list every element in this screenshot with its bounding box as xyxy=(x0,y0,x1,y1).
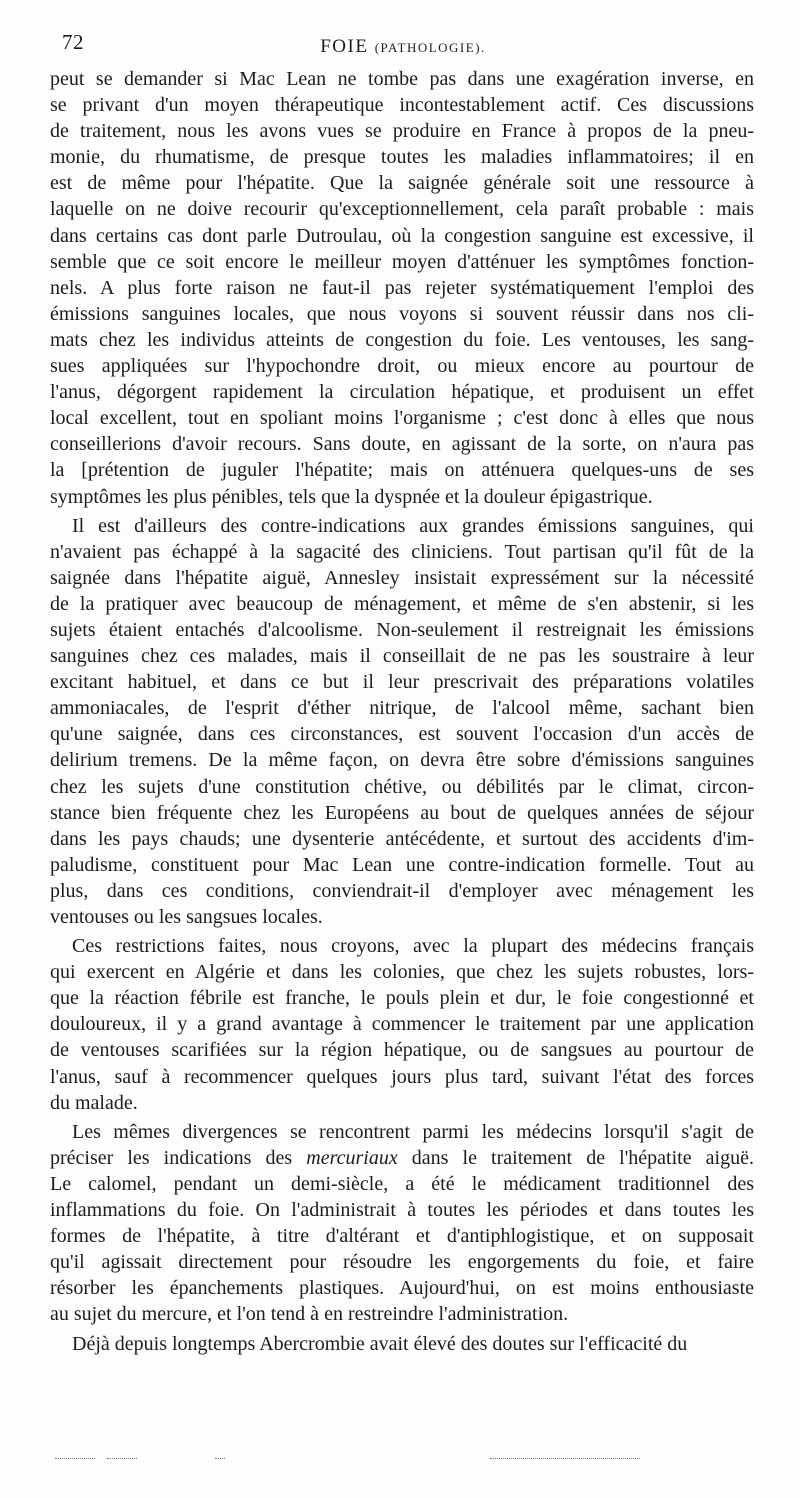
paragraph xyxy=(50,1331,754,1357)
page-number: 72 xyxy=(62,30,84,54)
text-line: l'anus, sauf à recommencer quelques jours plus tard, suivant l'état des forces xyxy=(50,1065,754,1088)
paragraph xyxy=(50,513,754,931)
text-line: qu'il agissait directement pour résoudre les engorgements du foie, et faire xyxy=(50,1251,754,1274)
text-line: stance bien fréquente chez les Européens au bout de quelques années de séjour xyxy=(50,801,754,824)
text-line: Il est d'ailleurs des contre-indications aux grandes émissions sanguines, qui xyxy=(72,514,754,537)
text-line: local excellent, tout en spoliant moins l'organisme ; c'est donc à elles que nous xyxy=(50,407,754,430)
text-line: saignée dans l'hépatite aiguë, Annesley insistait expressément sur la nécessité xyxy=(50,566,754,589)
text-line: laquelle on ne doive recourir qu'exceptionnellement, cela paraît probable : mais xyxy=(50,198,754,221)
text-line: sanguines chez ces malades, mais il conseillait de ne pas les soustraire à leur xyxy=(50,645,754,668)
text-line: dans les pays chauds; une dysenterie antécédente, et surtout des accidents d'im- xyxy=(50,827,754,850)
paragraph xyxy=(50,66,754,510)
text-line: semble que ce soit encore le meilleur moyen d'atténuer les symptômes fonction- xyxy=(50,250,754,273)
text-line: ventouses ou les sangsues locales. xyxy=(50,906,323,928)
text-line: préciser les indications des mercuriaux dans le traitement de l'hépatite aiguë. xyxy=(50,1146,754,1169)
text-line: Le calomel, pendant un demi-siècle, a été le médicament traditionnel des xyxy=(50,1172,754,1195)
paragraph xyxy=(50,933,754,1116)
text-line: mats chez les individus atteints de congestion du foie. Les ventouses, les sang- xyxy=(50,328,754,351)
text-line: au sujet du mercure, et l'on tend à en restreindre l'administration. xyxy=(50,1303,569,1326)
text-line: du malade. xyxy=(50,1091,138,1114)
text-line: plus, dans ces conditions, conviendrait-il d'employer avec ménagement les xyxy=(50,879,754,902)
text-line: douloureux, il y a grand avantage à commencer le traitement par une application xyxy=(50,1013,754,1036)
text-line: peut se demander si Mac Lean ne tombe pas dans une exagération inverse, en xyxy=(50,68,754,90)
text-line: Déjà depuis longtemps Abercrombie avait élevé des doutes sur l'efficacité du xyxy=(72,1332,688,1355)
text-line: nels. A plus forte raison ne faut-il pas rejeter systématiquement l'emploi des xyxy=(50,276,754,299)
text-line: Ces restrictions faites, nous croyons, avec la plupart des médecins français xyxy=(72,935,754,958)
text-line: ammoniacales, de l'esprit d'éther nitrique, de l'alcool même, sachant bien xyxy=(50,697,754,720)
page-body xyxy=(50,66,754,1360)
text-line: est de même pour l'hépatite. Que la saignée générale soit une ressource à xyxy=(50,172,754,195)
text-line: symptômes les plus pénibles, tels que la dyspnée et la douleur épigastrique. xyxy=(50,485,653,508)
text-line: sues appliquées sur l'hypochondre droit, ou mieux encore au pourtour de xyxy=(50,355,754,378)
text-line: de ventouses scarifiées sur la région hépatique, ou de sangsues au pourtour de xyxy=(50,1039,754,1062)
text-line: l'anus, dégorgent rapidement la circulation hépatique, et produisent un effet xyxy=(50,381,754,404)
running-title xyxy=(58,36,748,58)
text-line: delirium tremens. De la même façon, on devra être sobre d'émissions sanguines xyxy=(50,749,754,772)
text-line: inflammations du foie. On l'administrait à toutes les périodes et dans toutes les xyxy=(50,1199,754,1222)
text-line: qui exercent en Algérie et dans les colonies, que chez les sujets robustes, lors- xyxy=(50,961,754,984)
text-line: dans certains cas dont parle Dutroulau, où la congestion sanguine est excessive, il xyxy=(50,224,754,247)
text-line: chez les sujets d'une constitution chétive, ou débilités par le climat, circon- xyxy=(50,775,754,798)
text-line: se privant d'un moyen thérapeutique incontestablement actif. Ces discussions xyxy=(50,94,754,117)
text-line: qu'une saignée, dans ces circonstances, est souvent l'occasion d'un accès de xyxy=(50,723,754,746)
text-line: la [prétention de juguler l'hépatite; mais on atténuera quelques-uns de ses xyxy=(50,459,754,482)
text-line: de la pratiquer avec beaucoup de ménagement, et même de s'en abstenir, si les xyxy=(50,592,754,615)
text-line: paludisme, constituent pour Mac Lean une contre-indication formelle. Tout au xyxy=(50,853,754,876)
text-line: sujets étaient entachés d'alcoolisme. Non-seulement il restreignait les émissions xyxy=(50,618,754,641)
running-title-sub: (PATHOLOGIE). xyxy=(374,40,486,55)
text-line: que la réaction fébrile est franche, le pouls plein et dur, le foie congestionné et xyxy=(50,987,754,1010)
text-line: de traitement, nous les avons vues se produire en France à propos de la pneu- xyxy=(50,120,754,143)
text-line: excitant habituel, et dans ce but il leur prescrivait des préparations volatiles xyxy=(50,671,754,694)
text-line: émissions sanguines locales, que nous voyons si souvent réussir dans nos cli- xyxy=(50,302,754,325)
page-header xyxy=(58,30,748,66)
running-title-main: FOIE xyxy=(320,36,369,57)
text-line: résorber les épanchements plastiques. Aujourd'hui, on est moins enthousiaste xyxy=(50,1277,754,1300)
footer-dotted-marks xyxy=(55,1458,705,1462)
text-line: n'avaient pas échappé à la sagacité des cliniciens. Tout partisan qu'il fût de la xyxy=(50,540,754,563)
text-line: formes de l'hépatite, à titre d'altérant et d'antiphlogistique, et on supposait xyxy=(50,1225,754,1248)
paragraph xyxy=(50,1119,754,1328)
text-line: conseillerions d'avoir recours. Sans doute, en agissant de la sorte, on n'aura pas xyxy=(50,433,754,456)
text-line: monie, du rhumatisme, de presque toutes les maladies inflammatoires; il en xyxy=(50,146,754,169)
text-line: Les mêmes divergences se rencontrent parmi les médecins lorsqu'il s'agit de xyxy=(72,1120,754,1143)
